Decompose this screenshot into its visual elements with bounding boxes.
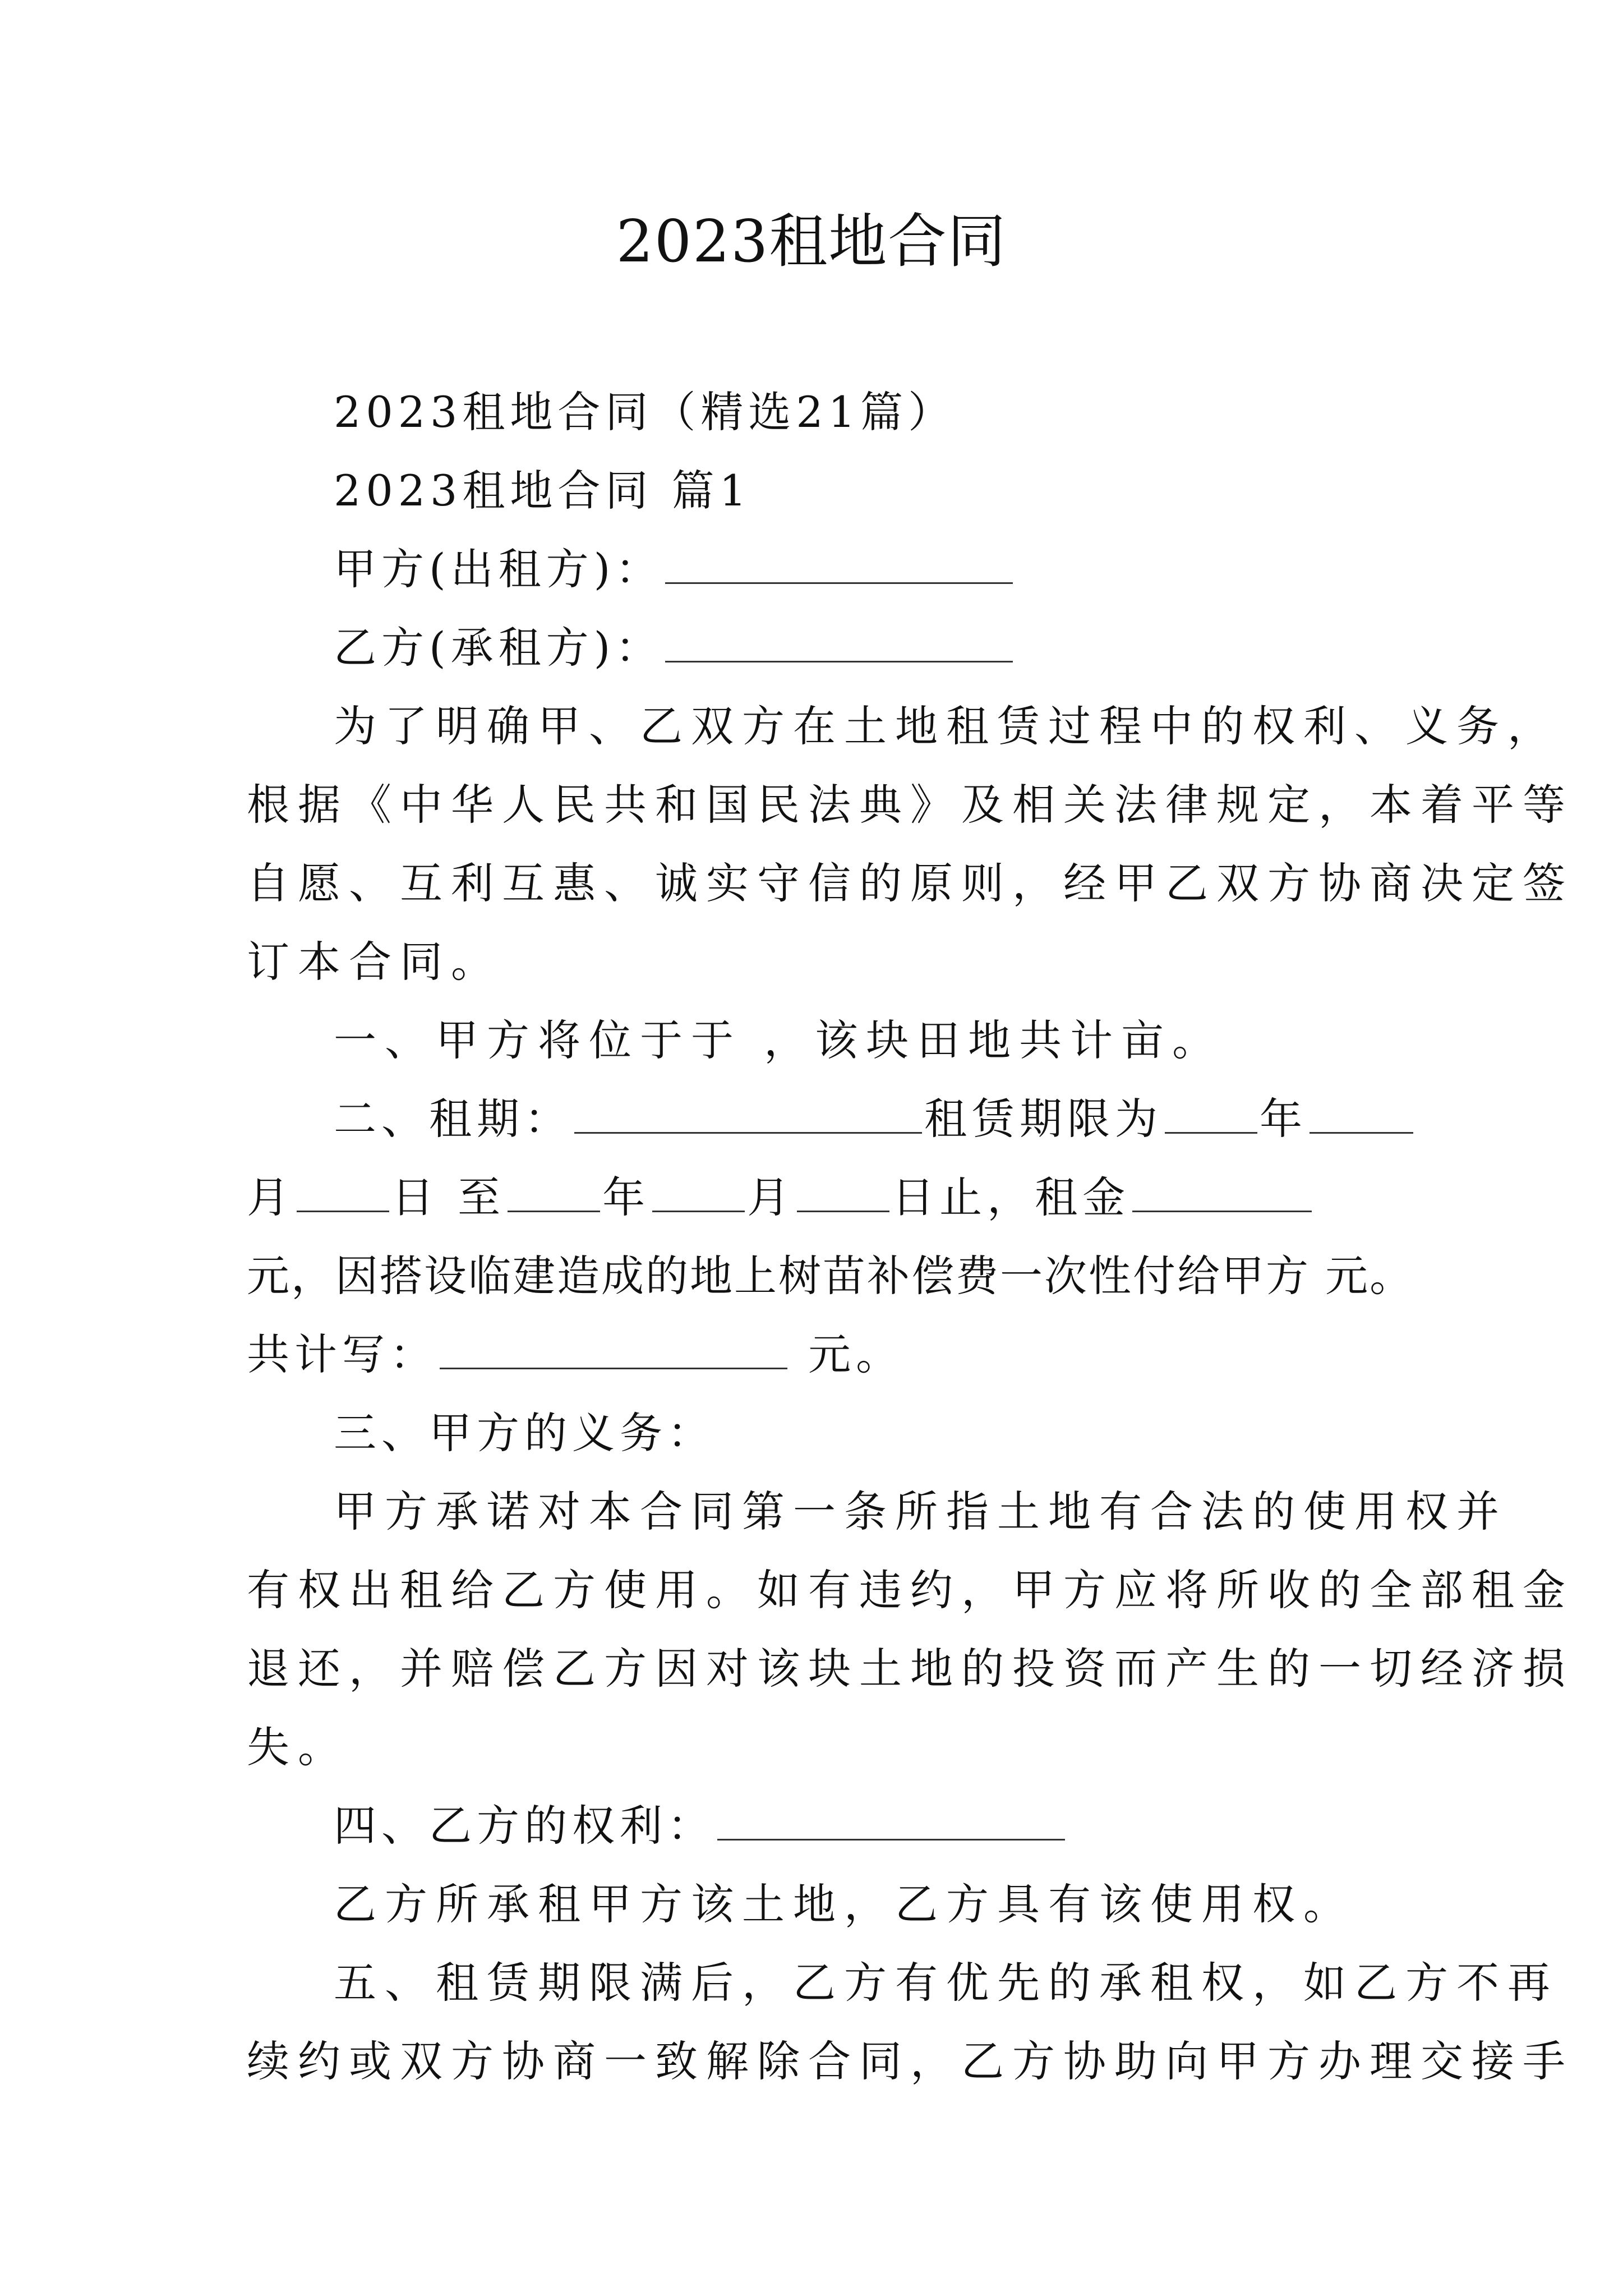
clause-5-line: 续约或双方协商一致解除合同，乙方协助向甲方办理交接手 bbox=[247, 2036, 1574, 2086]
party-b-label: 乙方(承租方)： bbox=[334, 623, 663, 673]
clause-4-title: 四、乙方的权利： bbox=[334, 1801, 715, 1851]
clause-1: 一、甲方将位于于 ，该块田地共计亩。 bbox=[334, 1015, 1224, 1065]
document-subtitle: 2023租地合同（精选21篇） bbox=[334, 387, 956, 437]
start-year-blank bbox=[1165, 1097, 1257, 1134]
clause-2-text: 二、租期： bbox=[334, 1094, 572, 1144]
document-title: 2023租地合同 bbox=[616, 207, 1007, 275]
clause-2-text: 月 bbox=[247, 1172, 294, 1222]
clause-2-text: 共计写： bbox=[247, 1329, 437, 1379]
party-a-label: 甲方(出租方)： bbox=[334, 544, 663, 594]
intro-line: 为了明确甲、乙双方在土地租赁过程中的权利、义务， bbox=[334, 701, 1559, 751]
clause-2-line-4 bbox=[247, 1324, 903, 1386]
clause-2-line-3: 元，因搭设临建造成的地上树苗补偿费一次性付给甲方 元。 bbox=[247, 1251, 1414, 1301]
clause-3-line: 失。 bbox=[247, 1722, 349, 1772]
clause-3-line: 甲方承诺对本合同第一条所指土地有合法的使用权并 bbox=[334, 1487, 1507, 1536]
start-day-blank bbox=[297, 1176, 389, 1212]
clause-2-text: 年 bbox=[602, 1172, 651, 1222]
clause-2-text: 元。 bbox=[790, 1329, 904, 1379]
clause-2-text: 租赁期限为 bbox=[924, 1094, 1163, 1144]
end-month-blank bbox=[652, 1176, 745, 1212]
intro-line: 根据《中华人民共和国民法典》及相关法律规定，本着平等 bbox=[247, 780, 1574, 830]
lease-term-blank bbox=[574, 1097, 922, 1134]
end-day-blank bbox=[797, 1176, 889, 1212]
party-b-blank bbox=[665, 626, 1013, 662]
chapter-heading: 2023租地合同 篇1 bbox=[334, 466, 751, 516]
clause-3-line: 有权出租给乙方使用。如有违约，甲方应将所收的全部租金 bbox=[247, 1565, 1574, 1615]
rent-blank bbox=[1132, 1176, 1312, 1212]
party-b-line bbox=[334, 617, 1015, 679]
clause-4-text: 乙方所承租甲方该土地，乙方具有该使用权。 bbox=[334, 1879, 1354, 1929]
clause-4-line bbox=[334, 1795, 1067, 1857]
clause-4-blank bbox=[717, 1804, 1065, 1841]
clause-2-text: 月 bbox=[747, 1172, 795, 1222]
clause-5-line: 五、租赁期限满后，乙方有优先的承租权，如乙方不再 bbox=[334, 1958, 1559, 2008]
end-year-blank bbox=[508, 1176, 600, 1212]
intro-line: 订本合同。 bbox=[247, 937, 502, 987]
clause-3-line: 退还，并赔偿乙方因对该块土地的投资而产生的一切经济损 bbox=[247, 1644, 1574, 1694]
clause-2-text: 日止，租金 bbox=[892, 1172, 1131, 1222]
party-a-blank bbox=[665, 547, 1013, 584]
clause-2-text: 日 至 bbox=[391, 1172, 506, 1222]
clause-2-line-1 bbox=[334, 1088, 1415, 1150]
clause-2-line-2 bbox=[247, 1167, 1314, 1228]
start-month-blank bbox=[1310, 1097, 1413, 1134]
clause-2-text: 年 bbox=[1260, 1094, 1307, 1144]
intro-line: 自愿、互利互惠、诚实守信的原则，经甲乙双方协商决定签 bbox=[247, 858, 1574, 908]
total-written-blank bbox=[440, 1333, 787, 1369]
party-a-line bbox=[334, 539, 1015, 600]
clause-3-title: 三、甲方的义务： bbox=[334, 1408, 715, 1458]
